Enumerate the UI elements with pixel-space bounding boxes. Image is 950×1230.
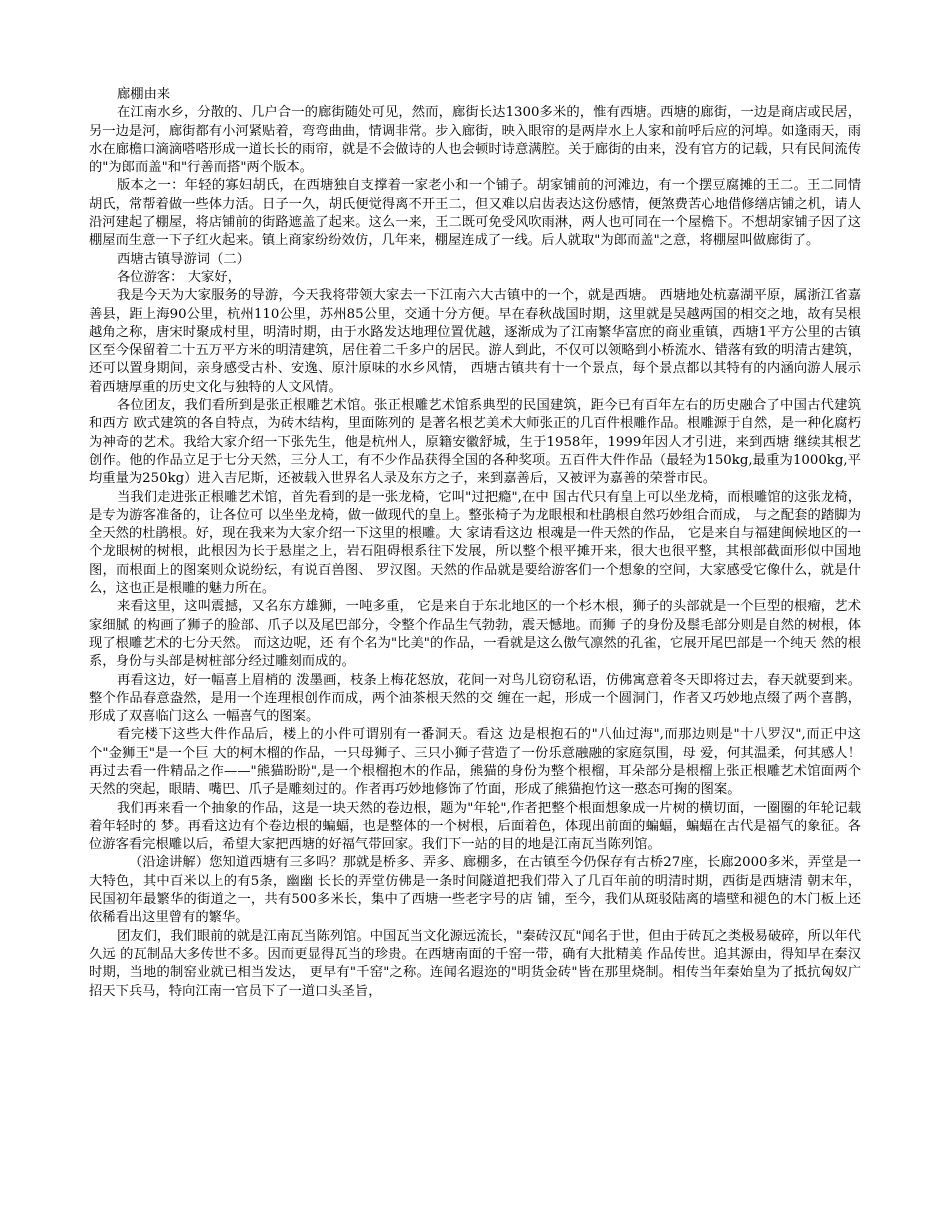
paragraph: 版本之一：年轻的寡妇胡氏，在西塘独自支撑着一家老小和一个铺子。胡家铺前的河滩边，有一个摆豆腐摊的王二。王二同情胡氏，常帮着做一些体力活。日子一久，胡氏便觉得离不开王二，但又难以启齿表达这份感情，便煞费苦心地借修缮店铺之机，请人沿河建起了棚屋，将店铺前的街路遮盖了起来。这么一来，王二既可免受风吹雨淋，两人也可同在一个屋檐下。不想胡家铺子因了这棚屋而生意一下子红火起来。镇上商家纷纷效仿，几年来，棚屋连成了一线。后人就取"为郎而盖"之意，将棚屋叫做廊街了。 bbox=[89, 178, 861, 249]
paragraph: 来看这里，这叫震撼，又名东方雄狮，一吨多重， 它是来自于东北地区的一个杉木根，狮子的头部就是一个巨型的根瘤，艺术家细腻 的构画了狮子的脸部、爪子以及尾巴部分，令整个作品生气勃勃，震天憾地。而狮 子的身份及鬃毛部分则是自然的树根，体现了根雕艺术的七分天然。 而这边呢，还 有个名为"比美"的作品，一看就是这么傲气凛然的孔雀，它展开尾巴部是一个纯天 然的根系，身份与头部是树桩部分经过雕刻而成的。 bbox=[89, 599, 861, 670]
paragraph: （沿途讲解）您知道西塘有三多吗？那就是桥多、弄多、廊棚多，在古镇至今仍保存有古桥27座，长廊2000多米，弄堂是一大特色，其中百米以上的有5条，幽幽 长长的弄堂仿佛是一条时间隧道把我们带入了几百年前的明清时期，西街是西塘清 朝末年，民国初年最繁华的街道之一，共有500多米长，集中了西塘一些老字号的店 铺，至今，我们从斑驳陆离的墙壁和褪色的木门板上还依稀看出这里曾有的繁华。 bbox=[89, 855, 861, 926]
paragraph: 当我们走进张正根雕艺术馆，首先看到的是一张龙椅，它叫"过把瘾",在中 国古代只有皇上可以坐龙椅，而根雕馆的这张龙椅，是专为游客准备的，让各位可 以坐坐龙椅，做一做现代的皇上。整张椅子为龙眼根和杜鹃根自然巧妙组合而成， 与之配套的踏脚为全天然的杜鹃根。好，现在我来为大家介绍一下这里的根雕。大 家请看这边 根魂是一件天然的作品， 它是来自与福建闽候地区的一个龙眼树的树根，此根因为长于悬崖之上，岩石阻碍根系往下发展，所以整个根平摊开来，很大也很平整，其根部截面形似中国地图，而根面上的图案则众说纷纭，有说百兽图、 罗汉图。天然的作品就是要给游客们一个想象的空间，大家感受它像什么，就是什 么，这也正是根雕的魅力所在。 bbox=[89, 489, 861, 597]
paragraph: 我们再来看一个抽象的作品，这是一块天然的卷边根，题为"年轮",作者把整个根面想象成一片树的横切面，一圈圈的年轮记载着年轻时的 梦。再看这边有个卷边根的蝙蝠，也是整体的一个树根，后面着色，体现出前面的蝙蝠，蝙蝠在古代是福气的象征。各位游客看完根雕以后，希望大家把西塘的好福气带回家。我们下一站的目的地是江南瓦当陈列馆。 bbox=[89, 800, 861, 853]
greeting: 各位游客： 大家好， bbox=[117, 269, 241, 285]
paragraph: 团友们，我们眼前的就是江南瓦当陈列馆。中国瓦当文化源远流长，"秦砖汉瓦"闻名于世，但由于砖瓦之类极易破碎，所以年代久远 的瓦制品大多传世不多。因而更显得瓦当的珍贵。在西塘南面的千窑一带，确有大批精美 作品传世。追其源由，得知早在秦汉时期，当地的制窑业就已相当发达， 更早有"千窑"之称。连闻名遐迩的"明货金砖"皆在那里烧制。相传当年秦始皇为了抵抗匈奴广招天下兵马，特向江南一官员下了一道口头圣旨， bbox=[89, 928, 861, 999]
paragraph: 各位团友，我们看所到是张正根雕艺术馆。张正根雕艺术馆系典型的民国建筑，距今已有百年左右的历史融合了中国古代建筑和西方 欧式建筑的各自特点，为砖木结构，里面陈列的 是著名根艺美术大师张正的几百件根雕作品。根雕源于自然，是一种化腐朽为神奇的艺术。我给大家介绍一下张先生，他是杭州人，原籍安徽舒城，生于1958年，1999年因人才引进，来到西塘 继续其根艺创作。他的作品立足于七分天然，三分人工，有不少作品获得全国的各种奖项。五百件大件作品（最轻为150kg,最重为1000kg,平均重量为250kg）进入吉尼斯，还被载入世界名人录及东方之子，来到嘉善后，又被评为嘉善的荣誉市民。 bbox=[89, 398, 861, 487]
section-heading-corridor: 廊棚由来 bbox=[117, 87, 171, 102]
paragraph: 在江南水乡，分散的、几户合一的廊街随处可见，然而，廊街长达1300多米的，惟有西塘。西塘的廊街，一边是商店或民居，另一边是河，廊街都有小河紧贴着，弯弯曲曲，情调非常。步入廊街，映入眼帘的是两岸水上人家和前呼后应的河埠。如逢雨天，雨水在廊檐口滴滴嗒嗒形成一道长长的雨帘，就是不会做诗的人也会顿时诗意满腔。关于廊街的由来，没有官方的记载，只有民间流传的"为郎而盖"和"行善而搭"两个版本。 bbox=[89, 105, 861, 176]
document-body bbox=[89, 86, 861, 1001]
section-heading-guide: 西塘古镇导游词（二） bbox=[117, 251, 250, 267]
paragraph: 我是今天为大家服务的导游，今天我将带领大家去一下江南六大古镇中的一个，就是西塘。 西塘地处杭嘉湖平原，属浙江省嘉善县，距上海90公里，杭州110公里，苏州85公里，交通十分方便。早在春秋战国时期，这里就是吴越两国的相交之地，故有吴根越角之称，唐宋时聚成村里，明清时期，由于水路发达地理位置优越，逐渐成为了江南繁华富庶的商业重镇，西塘1平方公里的古镇区至今保留着二十五万平方米的明清建筑，居住着二千多户的居民。游人到此，不仅可以领略到小桥流水、错落有致的明清古建筑，还可以置身期间，亲身感受古朴、安逸、原汁原味的水乡风情， 西塘古镇共有十一个景点，每个景点都以其特有的内涵向游人展示着西塘厚重的历史文化与独特的人文风情。 bbox=[89, 288, 861, 395]
paragraph: 看完楼下这些大件作品后，楼上的小件可谓别有一番洞天。看这 边是根抱石的"八仙过海",而那边则是"十八罗汉",而正中这个"金狮王"是一个巨 大的柯木榴的作品，一只母狮子、三只小狮子营造了一份乐意融融的家庭氛围，母 爱，何其温柔，何其感人！再过去看一件精品之作——"熊猫盼盼",是一个根榴抱木的作品，熊猫的身份为整个根榴，耳朵部分是根榴上张正根雕艺术馆面两个天然的突起，眼睛、嘴巴、爪子是雕刻过的。作者再巧妙地修饰了竹面，形成了熊猫抱竹这一憨态可掬的图案。 bbox=[89, 727, 861, 798]
paragraph: 再看这边，好一幅喜上眉梢的 泼墨画，枝条上梅花怒放，花间一对鸟儿窃窃私语，仿佛寓意着冬天即将过去，春天就要到来。整个作品春意盎然，是用一个连理根创作而成，两个油茶根天然的交 缠在一起，形成一个圆洞门，作者又巧妙地点缀了两个喜鹊，形成了双喜临门这么 一幅喜气的图案。 bbox=[89, 672, 861, 725]
